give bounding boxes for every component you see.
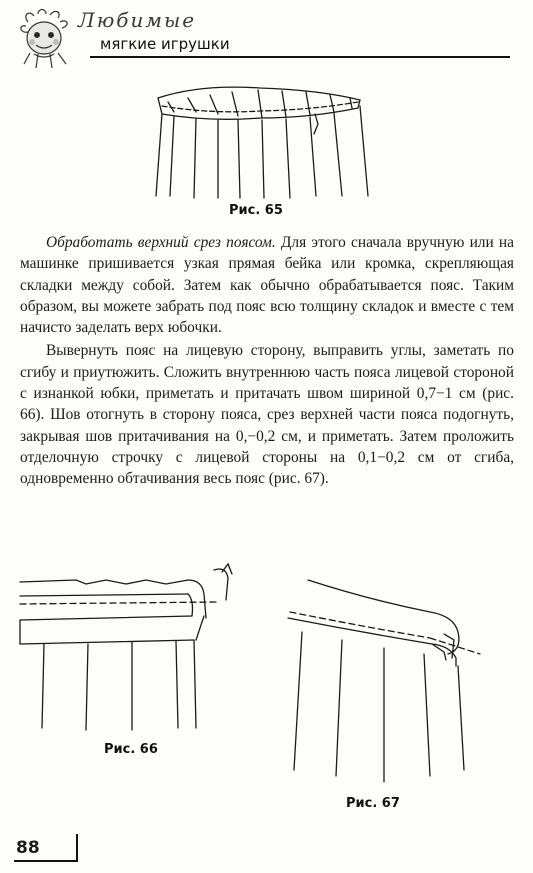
header-rule xyxy=(90,56,510,58)
skirt-pleats-illustration-icon xyxy=(140,78,380,203)
page-header xyxy=(0,0,533,70)
paragraph-1-italic-lead: Обработать верхний срез поясом. xyxy=(46,234,276,251)
book-title: мягкие игрушки xyxy=(100,35,230,53)
series-title: Любимые xyxy=(78,8,197,32)
paragraph-1-text: Для этого сначала вручную или на машинке пришивается узкая прямая бейка или кромка, скрепляющая складки между собой. Затем как обычно обрабатывается пояс. Таким образом, вы можете забрать под пояс всю толщину складок и вместе с тем начисто заделать верх юбочки. xyxy=(20,234,514,337)
waistband-fold-illustration-icon xyxy=(280,570,520,785)
figure-caption-65: Рис. 65 xyxy=(229,203,283,218)
paragraph-2: Вывернуть пояс на лицевую сторону, выправить углы, заметать по сгибу и приутюжить. Сложить внутреннюю часть пояса лицевой стороной с изнанкой юбки, приметать и притачать швом шириной 0,7−1 см (рис. 66). Шов отогнуть в сторону пояса, срез верхней части пояса подогнуть, закрывая шов притачивания на 0,−0,2 см, и приметать. Затем проложить отделочную строчку с лицевой стороны на 0,1−0,2 см от сгиба, одновременно обтачивания весь пояс (рис. 67). xyxy=(20,342,514,488)
footer-rule-horizontal xyxy=(14,860,76,862)
paragraph-1 xyxy=(20,232,514,338)
figure-caption-67: Рис. 67 xyxy=(346,796,400,811)
page-number: 88 xyxy=(16,838,40,858)
body-text xyxy=(20,232,514,490)
rag-doll-logo-icon xyxy=(16,8,76,70)
figure-caption-66: Рис. 66 xyxy=(104,742,158,757)
waistband-attach-illustration-icon xyxy=(16,560,246,735)
footer-rule-vertical xyxy=(76,834,78,862)
